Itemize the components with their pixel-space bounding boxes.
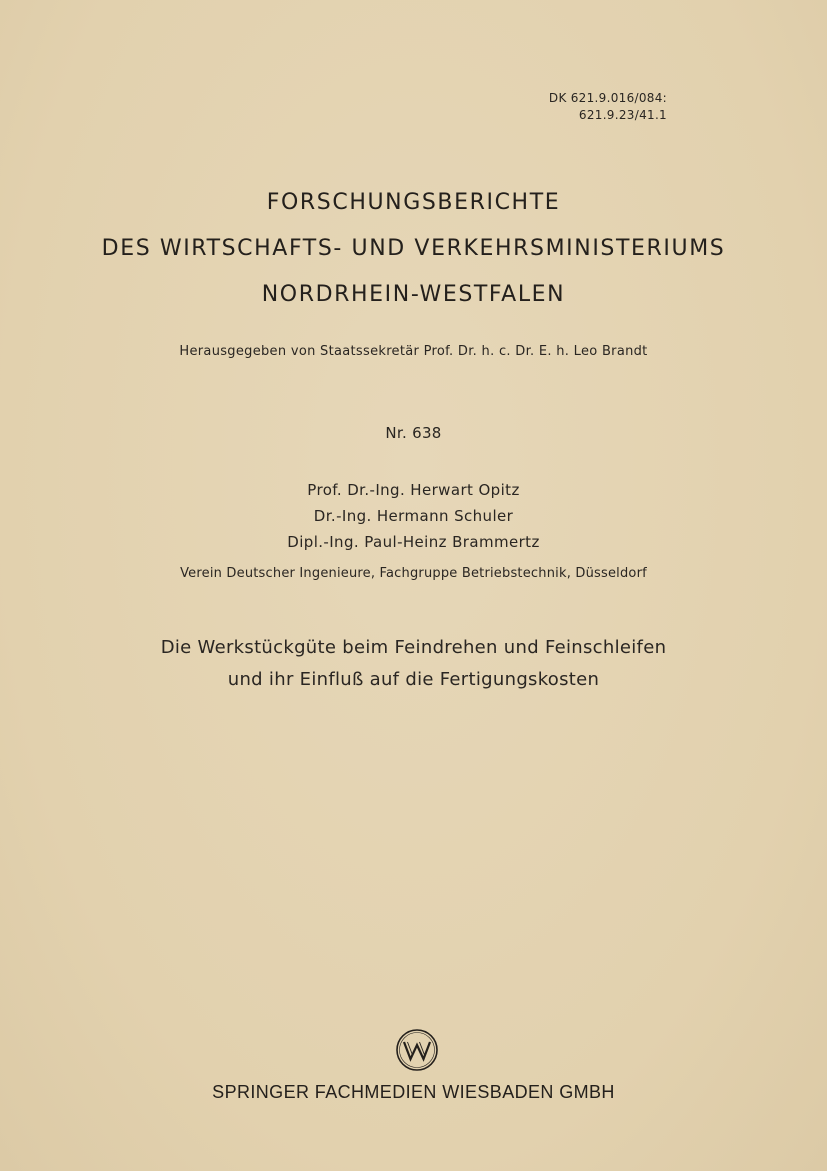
series-title-line-3: NORDRHEIN-WESTFALEN: [261, 282, 566, 307]
series-title-line-1: FORSCHUNGSBERICHTE: [266, 190, 561, 215]
classification-number: [549, 90, 667, 124]
classification-line-2: 621.9.23/41.1: [578, 108, 667, 122]
author-2: Dr.-Ing. Hermann Schuler: [313, 507, 514, 525]
report-number: Nr. 638: [385, 424, 442, 442]
report-title-line-1: Die Werkstückgüte beim Feindrehen und Feinschleifen: [160, 637, 667, 658]
affiliation: Verein Deutscher Ingenieure, Fachgruppe Betriebstechnik, Düsseldorf: [180, 566, 647, 581]
series-title: [0, 180, 827, 318]
publisher-name: SPRINGER FACHMEDIEN WIESBADEN GMBH: [212, 1082, 615, 1102]
report-title: [0, 632, 827, 696]
author-3: Dipl.-Ing. Paul-Heinz Brammertz: [287, 533, 540, 551]
author-list: [0, 477, 827, 555]
springer-w-logo-icon: [395, 1028, 439, 1072]
series-title-line-2: DES WIRTSCHAFTS- UND VERKEHRSMINISTERIUMS: [101, 236, 726, 261]
editor-line: Herausgegeben von Staatssekretär Prof. Dr. h. c. Dr. E. h. Leo Brandt: [179, 344, 648, 359]
classification-line-1: DK 621.9.016/084:: [548, 91, 667, 105]
report-title-line-2: und ihr Einfluß auf die Fertigungskosten: [227, 669, 600, 690]
author-1: Prof. Dr.-Ing. Herwart Opitz: [307, 481, 520, 499]
